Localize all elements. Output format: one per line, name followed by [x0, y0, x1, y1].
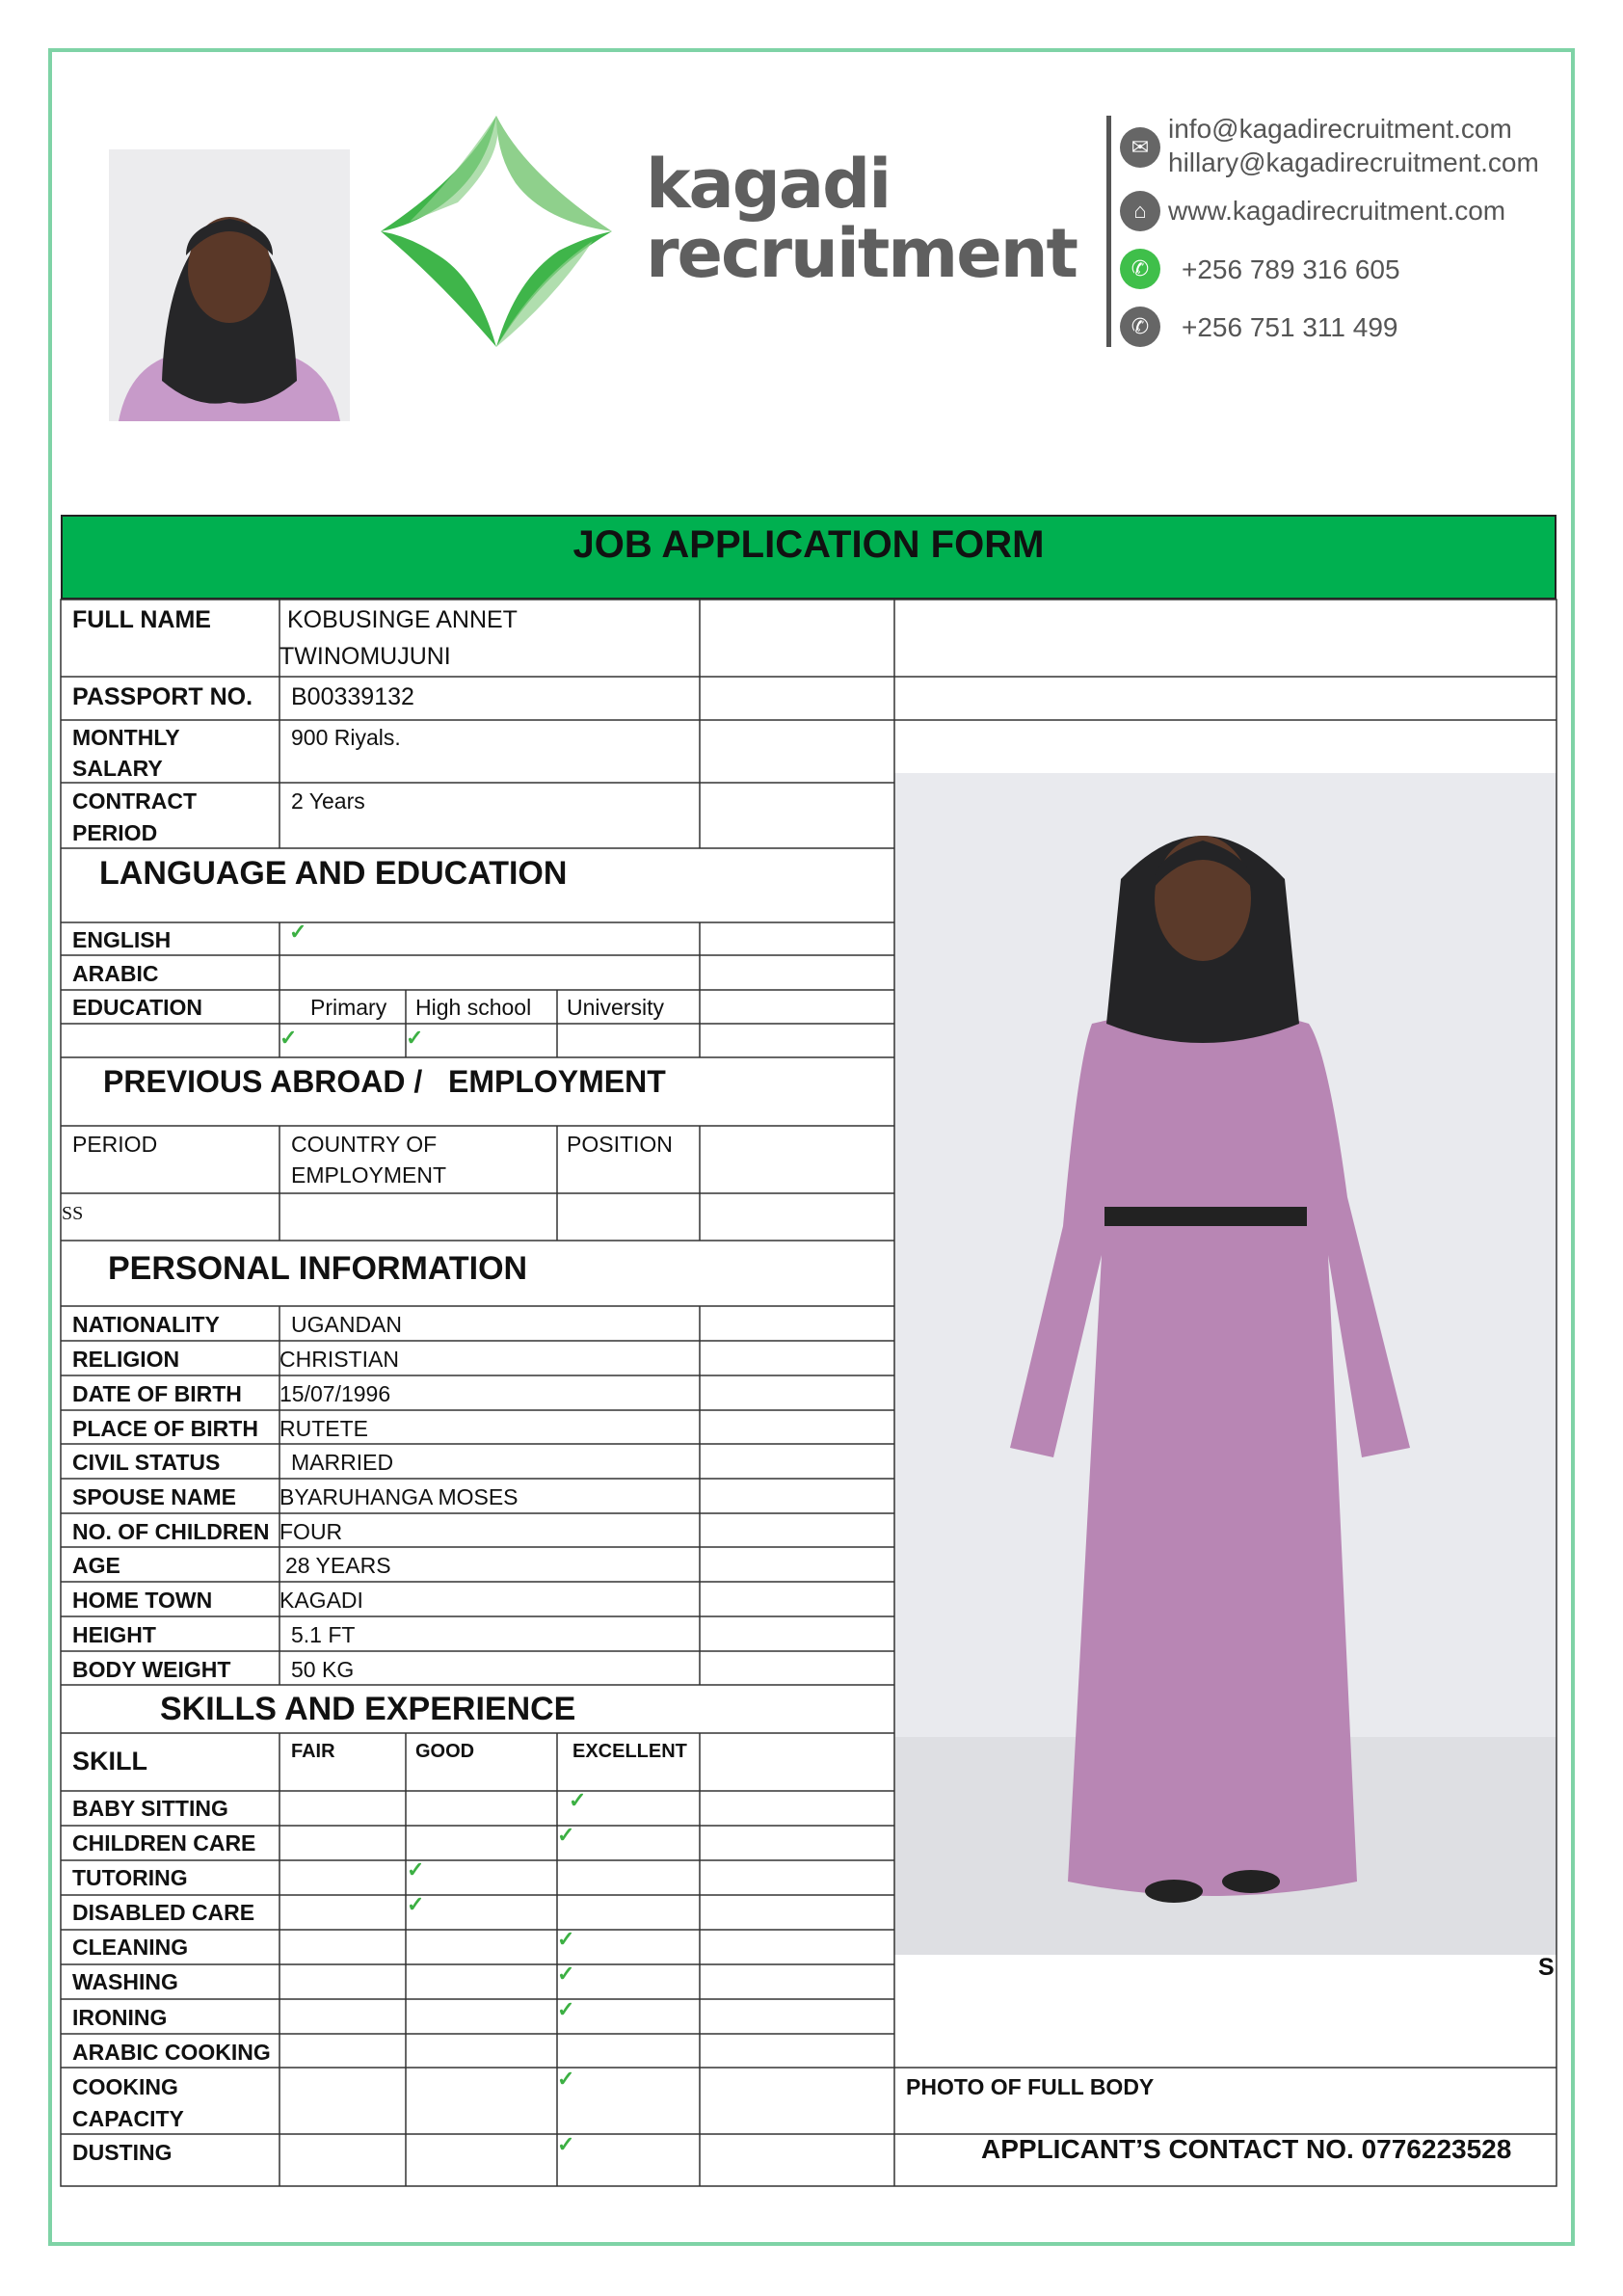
email-primary[interactable]: info@kagadirecruitment.com	[1168, 114, 1512, 144]
personal-info-heading: PERSONAL INFORMATION	[108, 1250, 528, 1287]
skill-check-icon: ✓	[407, 1892, 425, 1916]
salary-label-line1: MONTHLY	[72, 725, 180, 750]
salary-label-line2: SALARY	[72, 756, 163, 781]
brand-name	[646, 145, 1078, 293]
personal-label: HOME TOWN	[72, 1588, 213, 1613]
previous-abroad-heading: PREVIOUS ABROAD / EMPLOYMENT	[103, 1064, 666, 1099]
personal-label: CIVIL STATUS	[72, 1450, 221, 1475]
skill-label-line2: CAPACITY	[72, 2106, 184, 2131]
personal-value: MARRIED	[291, 1450, 394, 1475]
contract-value: 2 Years	[291, 788, 365, 814]
kagadi-logo	[381, 116, 617, 347]
brand-name-line1: kagadi	[646, 145, 891, 224]
photo-caption: PHOTO OF FULL BODY	[906, 2074, 1155, 2099]
personal-label: BODY WEIGHT	[72, 1657, 231, 1682]
personal-value: 28 YEARS	[285, 1553, 391, 1578]
skill-check-icon: ✓	[557, 1823, 575, 1847]
contract-label-line2: PERIOD	[72, 820, 158, 845]
passport-label: PASSPORT NO.	[72, 683, 253, 710]
primary-check-icon: ✓	[279, 1026, 298, 1050]
personal-label: NATIONALITY	[72, 1312, 220, 1337]
skill-check-icon: ✓	[407, 1857, 425, 1882]
excellent-column-header: EXCELLENT	[572, 1741, 687, 1762]
personal-value: UGANDAN	[291, 1312, 403, 1337]
arabic-label: ARABIC	[72, 961, 159, 986]
full-name-value-line2: TWINOMUJUNI	[279, 643, 451, 670]
home-icon: ⌂	[1120, 191, 1160, 231]
personal-label: NO. OF CHILDREN	[72, 1519, 270, 1544]
whatsapp-number[interactable]: +256 789 316 605	[1182, 254, 1400, 284]
high-school-check-icon: ✓	[406, 1026, 424, 1050]
passport-photo	[109, 149, 350, 421]
contact-divider	[1106, 116, 1111, 347]
passport-value: B00339132	[291, 683, 414, 710]
skill-label: CHILDREN CARE	[72, 1830, 256, 1855]
website-link[interactable]: www.kagadirecruitment.com	[1168, 196, 1506, 226]
previous-row-note: SS	[62, 1203, 84, 1224]
previous-period-header: PERIOD	[72, 1132, 158, 1157]
skill-label: DISABLED CARE	[72, 1900, 255, 1925]
english-check-icon: ✓	[289, 920, 307, 944]
personal-label: RELIGION	[72, 1347, 180, 1372]
full-name-value-line1: KOBUSINGE ANNET	[287, 606, 518, 633]
skill-label: DUSTING	[72, 2140, 173, 2165]
skill-check-icon: ✓	[557, 1927, 575, 1951]
education-primary: Primary	[310, 995, 387, 1020]
phone-icon: ✆	[1120, 307, 1160, 347]
personal-label: DATE OF BIRTH	[72, 1381, 242, 1406]
skill-check-icon: ✓	[569, 1788, 587, 1812]
personal-label: SPOUSE NAME	[72, 1484, 236, 1509]
fair-column-header: FAIR	[291, 1741, 335, 1762]
skill-label: COOKING	[72, 2074, 178, 2099]
education-university: University	[567, 995, 664, 1020]
skill-label: CLEANING	[72, 1935, 189, 1960]
whatsapp-icon: ✆	[1120, 249, 1160, 289]
personal-value: CHRISTIAN	[279, 1347, 399, 1372]
stray-mark: S	[1538, 1954, 1555, 1981]
skills-heading: SKILLS AND EXPERIENCE	[160, 1691, 576, 1727]
education-high-school: High school	[415, 995, 532, 1020]
skill-label: TUTORING	[72, 1865, 188, 1890]
personal-value: 50 KG	[291, 1657, 355, 1682]
personal-label: AGE	[72, 1553, 120, 1578]
personal-value: FOUR	[279, 1519, 343, 1544]
email-secondary[interactable]: hillary@kagadirecruitment.com	[1168, 147, 1539, 177]
personal-value: RUTETE	[279, 1416, 368, 1441]
contract-label-line1: CONTRACT	[72, 788, 198, 814]
previous-country-header-line1: COUNTRY OF	[291, 1132, 438, 1157]
language-education-heading: LANGUAGE AND EDUCATION	[99, 855, 568, 892]
personal-value: 15/07/1996	[279, 1381, 391, 1406]
skill-check-icon: ✓	[557, 2132, 575, 2156]
personal-value: BYARUHANGA MOSES	[279, 1484, 519, 1509]
previous-position-header: POSITION	[567, 1132, 673, 1157]
personal-label: PLACE OF BIRTH	[72, 1416, 258, 1441]
education-label: EDUCATION	[72, 995, 203, 1020]
personal-value: 5.1 FT	[291, 1622, 356, 1647]
skill-label: IRONING	[72, 2005, 168, 2030]
good-column-header: GOOD	[415, 1741, 475, 1762]
form-title: JOB APPLICATION FORM	[572, 523, 1045, 566]
salary-value: 900 Riyals.	[291, 725, 401, 750]
skill-label: ARABIC COOKING	[72, 2040, 271, 2065]
skill-check-icon: ✓	[557, 1997, 575, 2021]
full-body-photo	[894, 773, 1556, 1955]
full-name-label: FULL NAME	[72, 606, 211, 633]
english-label: ENGLISH	[72, 927, 172, 952]
email-icon: ✉	[1120, 127, 1160, 168]
brand-name-line2: recruitment	[646, 214, 1078, 293]
personal-value: KAGADI	[279, 1588, 363, 1613]
skill-check-icon: ✓	[557, 1962, 575, 1986]
skill-column-header: SKILL	[72, 1747, 147, 1775]
phone-number[interactable]: +256 751 311 499	[1182, 312, 1398, 342]
skill-label: WASHING	[72, 1969, 178, 1994]
personal-label: HEIGHT	[72, 1622, 156, 1647]
skill-label: BABY SITTING	[72, 1796, 228, 1821]
applicant-contact: APPLICANT’S CONTACT NO. 0776223528	[981, 2134, 1512, 2164]
skill-check-icon: ✓	[557, 2067, 575, 2091]
previous-country-header-line2: EMPLOYMENT	[291, 1162, 447, 1188]
